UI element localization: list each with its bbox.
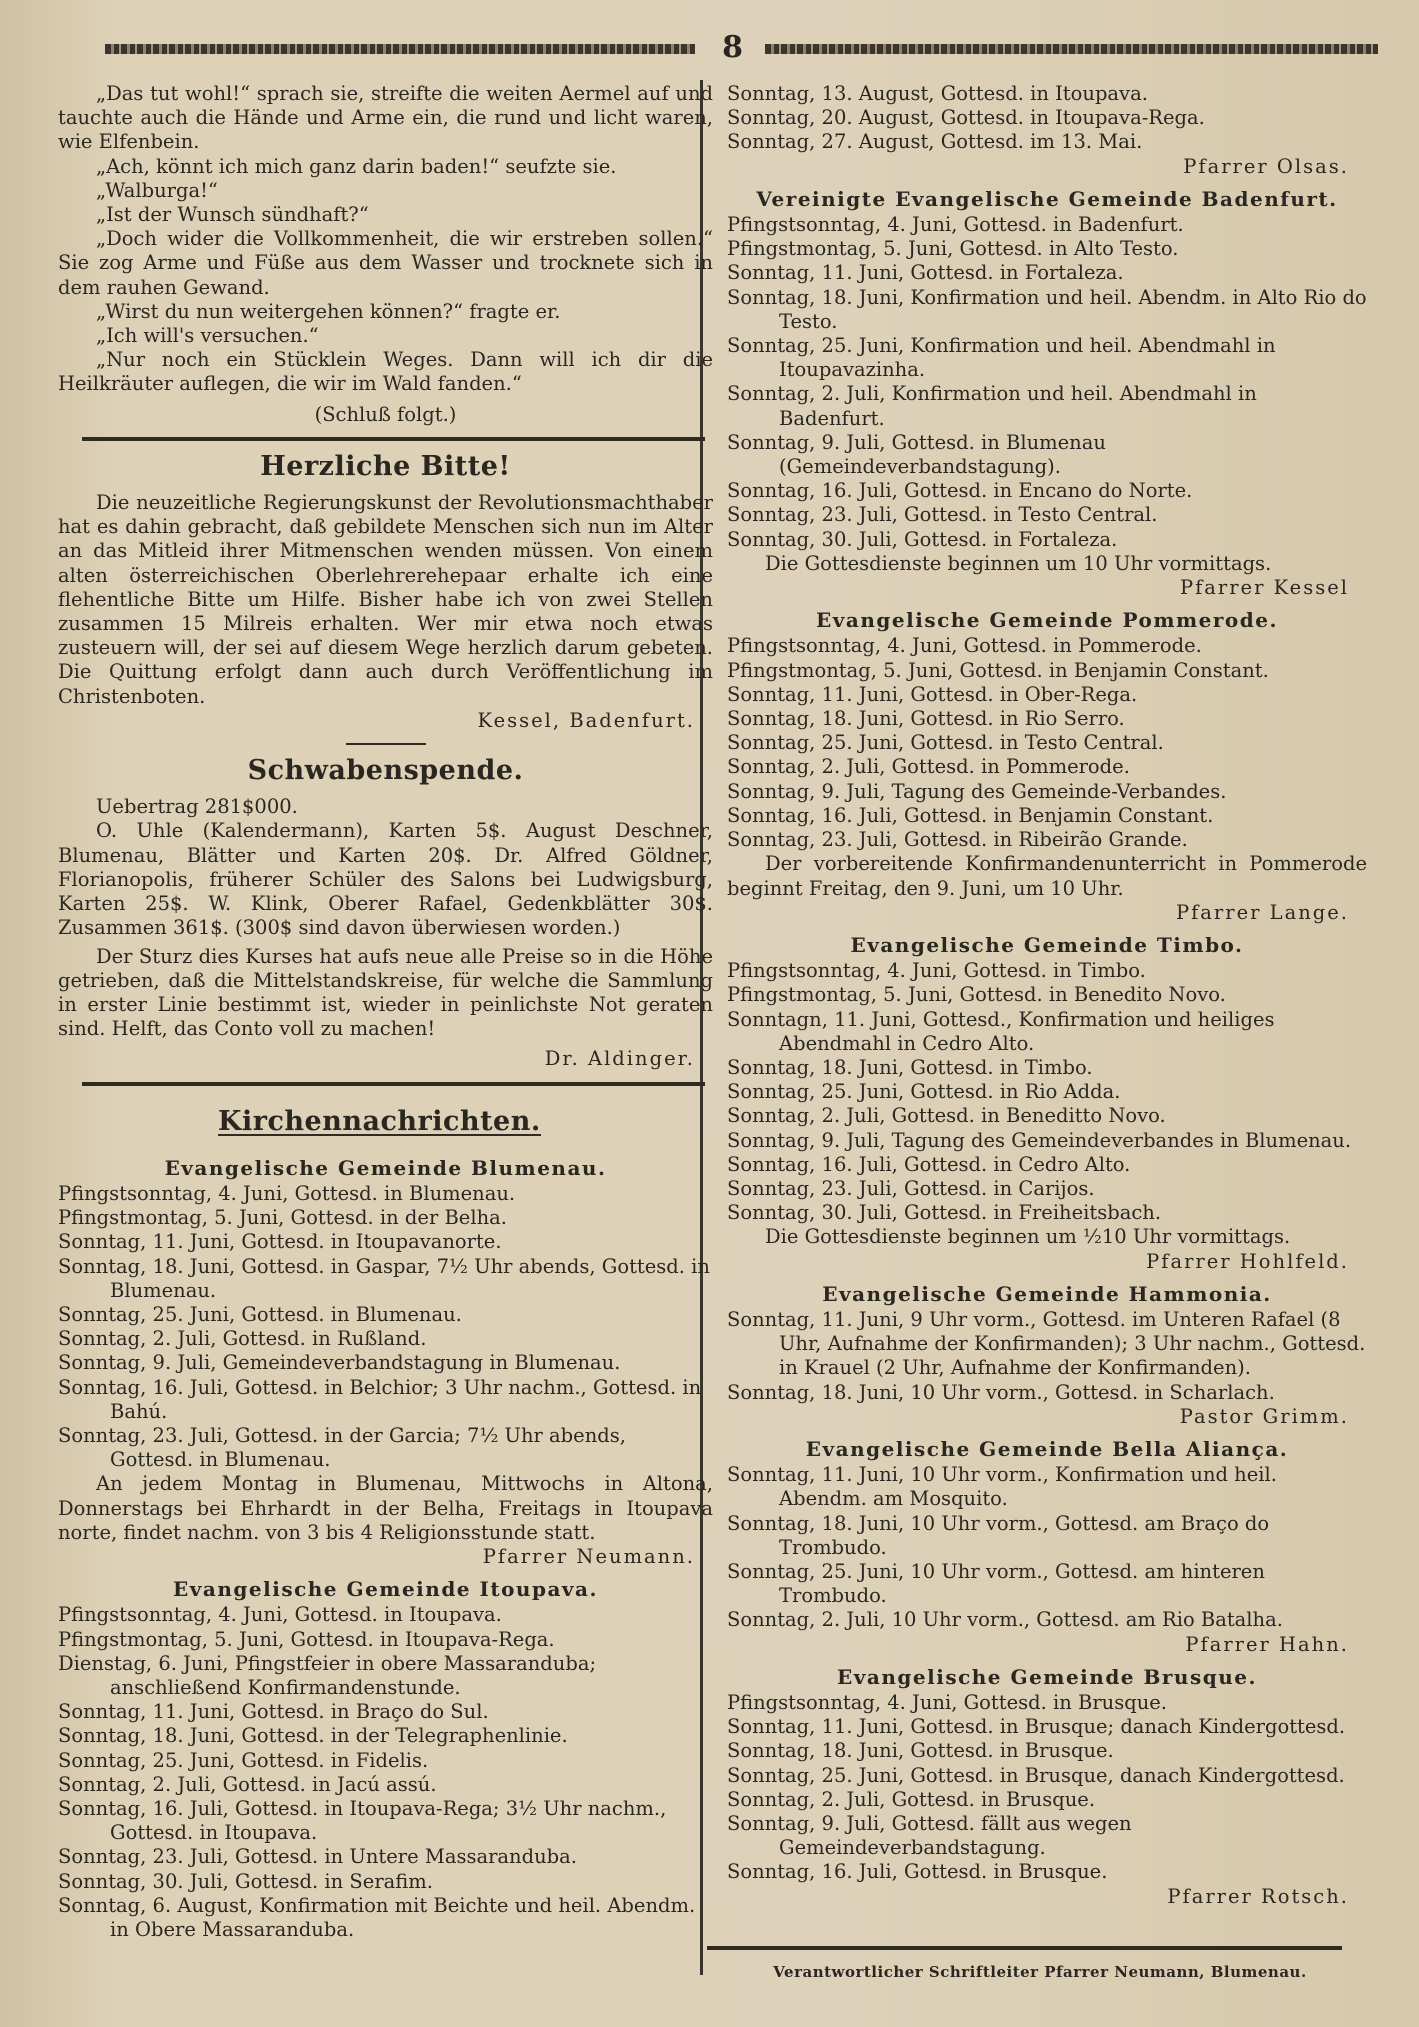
parish-note: Die Gottesdienste beginnen um 10 Uhr vormittags.	[765, 551, 1272, 575]
service-entry: Sonntag, 2. Juli, Gottesd. in Rußland.	[58, 1327, 427, 1351]
service-entry: Sonntag, 18. Juni, Konfirmation und heil. Abendm. in Alto Rio do Testo.	[727, 285, 1367, 333]
appeal-title: Herzliche Bitte!	[260, 450, 511, 482]
story-paragraph: „Ach, könnt ich mich ganz darin baden!“ seufzte sie.	[96, 154, 617, 178]
header-ornament-left	[105, 44, 695, 54]
story-paragraph: „Wirst du nun weitergehen können?“ fragte er.	[96, 299, 561, 323]
page-number: 8	[722, 30, 743, 65]
service-entry: Sonntag, 18. Juni, Gottesd. in Gaspar, 7½ Uhr abends, Gottesd. in Blumenau.	[58, 1254, 710, 1302]
story-paragraph: „Doch wider die Vollkommenheit, die wir erstreben sollen.“ Sie zog Arme und Füße aus dem Wasser und trocknete sich in dem rauhen Gewand.	[58, 227, 713, 299]
service-entry: Sonntag, 27. August, Gottesd. im 13. Mai.	[727, 130, 1143, 154]
footer-rule	[707, 1946, 1342, 1950]
service-entry: Sonntag, 30. Juli, Gottesd. in Serafim.	[58, 1869, 433, 1893]
service-entry: Sonntag, 23. Juli, Gottesd. in Carijos.	[727, 1176, 1095, 1200]
left-column	[58, 82, 713, 1942]
donation-article	[58, 755, 713, 1071]
service-entry: Sonntag, 9. Juli, Gottesd. in Blumenau (Gemeindeverbandstagung).	[727, 430, 1106, 479]
service-entry: Sonntag, 18. Juni, Gottesd. in Timbo.	[727, 1055, 1093, 1079]
story-continuation	[58, 82, 713, 427]
service-entry: Pfingstsonntag, 4. Juni, Gottesd. in Badenfurt.	[727, 213, 1184, 237]
parish-signature: Pfarrer Rotsch.	[1167, 1884, 1349, 1908]
service-entry: Sonntag, 18. Juni, 10 Uhr vorm., Gottesd. in Scharlach.	[727, 1380, 1275, 1404]
service-entry: Dienstag, 6. Juni, Pfingstfeier in obere Massaranduba; anschließend Konfirmandenstunde.	[58, 1651, 597, 1699]
parish-signature: Pfarrer Kessel	[1179, 576, 1349, 600]
service-entry: Pfingstmontag, 5. Juni, Gottesd. in Benedito Novo.	[727, 983, 1226, 1007]
service-entry: Sonntag, 16. Juli, Gottesd. in Encano do Norte.	[727, 479, 1193, 503]
service-entry: Sonntag, 16. Juli, Gottesd. in Itoupava-Rega; 3½ Uhr nachm., Gottesd. in Itoupava.	[58, 1797, 667, 1845]
service-entry: Sonntag, 11. Juni, Gottesd. in Fortaleza.	[727, 261, 1124, 285]
service-entry: Sonntag, 11. Juni, Gottesd. in Braço do Sul.	[58, 1700, 489, 1724]
service-entry: Sonntag, 25. Juni, Gottesd. in Fidelis.	[58, 1748, 429, 1772]
parish-title: Evangelische Gemeinde Pommerode.	[816, 608, 1278, 633]
service-entry: Sonntag, 18. Juni, Gottesd. in Rio Serro.	[727, 707, 1125, 731]
service-entry: Pfingstmontag, 5. Juni, Gottesd. in Alto Testo.	[727, 237, 1179, 261]
right-column	[727, 82, 1367, 1909]
to-be-continued: (Schluß folgt.)	[314, 402, 457, 426]
service-entry: Sonntag, 2. Juli, Gottesd. in Jacú assú.	[58, 1772, 437, 1796]
service-entry: Sonntag, 13. August, Gottesd. in Itoupava.	[727, 82, 1148, 105]
service-entry: Sonntag, 11. Juni, Gottesd. in Ober-Rega.	[727, 682, 1138, 706]
service-entry: Sonntag, 23. Juli, Gottesd. in der Garcia; 7½ Uhr abends, Gottesd. in Blumenau.	[58, 1423, 626, 1472]
service-entry: Sonntag, 9. Juli, Tagung des Gemeinde-Verbandes.	[727, 779, 1227, 803]
service-entry: Sonntag, 25. Juni, Gottesd. in Testo Central.	[727, 731, 1164, 755]
service-entry: Sonntag, 2. Juli, Gottesd. in Beneditto Novo.	[727, 1104, 1166, 1128]
service-entry: Sonntag, 2. Juli, Konfirmation und heil. Abendmahl in Badenfurt.	[727, 382, 1257, 430]
parish-title: Evangelische Gemeinde Timbo.	[850, 932, 1244, 957]
parish-title: Evangelische Gemeinde Hammonia.	[822, 1281, 1272, 1306]
parish-signature: Pfarrer Neumann.	[482, 1544, 695, 1568]
service-entry: Sonntag, 23. Juli, Gottesd. in Untere Massaranduba.	[58, 1845, 577, 1869]
donation-list: O. Uhle (Kalendermann), Karten 5$. August Deschner, Blumenau, Blätter und Karten 20$. Dr. Alfred Göldner, Florianopolis, früherer Schüler des Salons bei Ludwigsburg, Karten 25$. W. Klink, Oberer Rafael, Gedenkblätter 30$. Zusammen 361$. (300$ sind davon überwiesen worden.)	[58, 819, 713, 940]
service-entry: Sonntag, 23. Juli, Gottesd. in Ribeirão Grande.	[727, 828, 1188, 852]
parish-title: Evangelische Gemeinde Brusque.	[837, 1664, 1257, 1689]
service-entry: Sonntag, 16. Juli, Gottesd. in Benjamin Constant.	[727, 803, 1214, 827]
parish-title: Evangelische Gemeinde Bella Aliança.	[805, 1436, 1289, 1461]
service-entry: Sonntag, 6. August, Konfirmation mit Beichte und heil. Abendm. in Obere Massaranduba.	[58, 1893, 696, 1942]
appeal-signature: Kessel, Badenfurt.	[477, 708, 695, 732]
parish-note: Der vorbereitende Konfirmandenunterricht in Pommerode beginnt Freitag, den 9. Juni, um 10 Uhr.	[727, 852, 1367, 900]
service-entry: Sonntag, 9. Juli, Gottesd. fällt aus wegen Gemeindeverbandstagung.	[727, 1812, 1132, 1860]
section-rule	[82, 437, 705, 441]
service-entry: Pfingstmontag, 5. Juni, Gottesd. in Itoupava-Rega.	[58, 1627, 555, 1651]
parish-signature: Pfarrer Olsas.	[1183, 154, 1349, 178]
story-paragraph: „Nur noch ein Stücklein Weges. Dann will ich dir die Heilkräuter auflegen, die wir im Wald fanden.“	[58, 348, 713, 396]
service-entry: Sonntag, 9. Juli, Tagung des Gemeindeverbandes in Blumenau.	[727, 1128, 1352, 1152]
donation-appeal: Der Sturz dies Kurses hat aufs neue alle Preise so in die Höhe getrieben, daß die Mittelstandskreise, für welche die Sammlung in erster Linie bestimmt ist, wieder in peinlichste Not geraten sind. Helft, das Conto voll zu machen!	[58, 944, 713, 1041]
service-entry: Sonntag, 11. Juni, Gottesd. in Itoupavanorte.	[58, 1230, 502, 1254]
parish-signature: Pfarrer Lange.	[1175, 900, 1349, 924]
service-entry: Sonntag, 16. Juli, Gottesd. in Belchior; 3 Uhr nachm., Gottesd. in Bahú.	[58, 1375, 702, 1423]
service-entry: Sonntag, 25. Juni, Gottesd. in Rio Adda.	[727, 1080, 1121, 1104]
parish-title: Vereinigte Evangelische Gemeinde Badenfurt.	[756, 186, 1338, 211]
parish-title: Evangelische Gemeinde Itoupava.	[173, 1577, 598, 1602]
church-news	[58, 1096, 713, 1943]
service-entry: Sonntag, 11. Juni, 10 Uhr vorm., Konfirmation und heil. Abendm. am Mosquito.	[727, 1463, 1277, 1511]
parish-signature: Pastor Grimm.	[1179, 1404, 1349, 1428]
donation-signature: Dr. Aldinger.	[544, 1047, 695, 1071]
story-paragraph: „Walburga!“	[96, 178, 218, 202]
page-header	[105, 30, 1360, 65]
service-entry: Sonntag, 20. August, Gottesd. in Itoupava-Rega.	[727, 106, 1205, 130]
service-entry: Pfingstsonntag, 4. Juni, Gottesd. in Itoupava.	[58, 1603, 502, 1627]
service-entry: Sonntag, 23. Juli, Gottesd. in Testo Central.	[727, 503, 1158, 527]
service-entry: Sonntag, 2. Juli, Gottesd. in Pommerode.	[727, 755, 1130, 779]
service-entry: Sonntag, 2. Juli, 10 Uhr vorm., Gottesd. am Rio Batalha.	[727, 1608, 1283, 1632]
story-paragraph: „Ist der Wunsch sündhaft?“	[96, 203, 369, 227]
service-entry: Pfingstsonntag, 4. Juni, Gottesd. in Brusque.	[727, 1691, 1167, 1714]
service-entry: Sonntag, 11. Juni, 9 Uhr vorm., Gottesd. im Unteren Rafael (8 Uhr, Aufnahme der Konfirmanden); 3 Uhr nachm., Gottesd. in Krauel (2 Uhr, Aufnahme der Konfirmanden).	[727, 1307, 1366, 1380]
service-entry: Sonntag, 25. Juni, 10 Uhr vorm., Gottesd. am hinteren Trombudo.	[727, 1559, 1265, 1608]
service-entry: Sonntag, 18. Juni, 10 Uhr vorm., Gottesd. am Braço do Trombudo.	[727, 1511, 1270, 1559]
parish-signature: Pfarrer Hohlfeld.	[1146, 1249, 1349, 1273]
service-entry: Sonntagn, 11. Juni, Gottesd., Konfirmation und heiliges Abendmahl in Cedro Alto.	[727, 1007, 1275, 1055]
service-entry: Pfingstmontag, 5. Juni, Gottesd. in der Belha.	[58, 1206, 507, 1230]
donation-carryover: Uebertrag 281$000.	[96, 795, 298, 819]
story-paragraph: „Ich will's versuchen.“	[96, 324, 319, 348]
service-entry: Sonntag, 30. Juli, Gottesd. in Freiheitsbach.	[727, 1201, 1162, 1225]
parish-signature: Pfarrer Hahn.	[1185, 1632, 1349, 1656]
service-entry: Sonntag, 9. Juli, Gemeindeverbandstagung in Blumenau.	[58, 1351, 621, 1375]
service-entry: Sonntag, 30. Juli, Gottesd. in Fortaleza.	[727, 527, 1118, 551]
parish-note: An jedem Montag in Blumenau, Mittwochs in Altona, Donnerstags bei Ehrhardt in der Belha, Freitags in Itoupava norte, findet nachm. von 3 bis 4 Religionsstunde statt.	[58, 1472, 713, 1544]
parish-title: Evangelische Gemeinde Blumenau.	[164, 1155, 607, 1180]
appeal-article	[58, 450, 713, 745]
service-entry: Sonntag, 25. Juni, Konfirmation und heil. Abendmahl in Itoupavazinha.	[727, 334, 1276, 382]
service-entry: Sonntag, 18. Juni, Gottesd. in Brusque.	[727, 1739, 1114, 1763]
service-entry: Sonntag, 16. Juli, Gottesd. in Brusque.	[727, 1860, 1108, 1884]
story-paragraph: „Das tut wohl!“ sprach sie, streifte die weiten Aermel auf und tauchte auch die Hände und Arme ein, die rund und licht waren, wie Elfenbein.	[58, 82, 713, 154]
service-entry: Sonntag, 25. Juni, Gottesd. in Blumenau.	[58, 1302, 462, 1326]
service-entry: Sonntag, 16. Juli, Gottesd. in Cedro Alto.	[727, 1152, 1131, 1176]
service-entry: Pfingstsonntag, 4. Juni, Gottesd. in Pommerode.	[727, 634, 1202, 658]
church-news-title: Kirchennachrichten.	[218, 1105, 541, 1137]
service-entry: Sonntag, 18. Juni, Gottesd. in der Telegraphenlinie.	[58, 1724, 568, 1748]
service-entry: Sonntag, 2. Juli, Gottesd. in Brusque.	[727, 1787, 1096, 1811]
service-entry: Pfingstmontag, 5. Juni, Gottesd. in Benjamin Constant.	[727, 658, 1269, 682]
service-entry: Sonntag, 25. Juni, Gottesd. in Brusque, danach Kindergottesd.	[727, 1763, 1345, 1787]
parish-note: Die Gottesdienste beginnen um ½10 Uhr vormittags.	[765, 1225, 1291, 1249]
appeal-text: Die neuzeitliche Regierungskunst der Revolutionsmachthaber hat es dahin gebracht, daß gebildete Menschen sich nun im Alter an das Mitleid ihrer Mitmenschen wenden müssen. Von einem alten österreichischen Oberlehrerehepaar erhalte ich eine flehentliche Bitte um Hilfe. Bisher habe ich von zwei Stellen zusammen 15 Milreis erhalten. Wer mir etwa noch etwas zusteuern will, der sei auf diesem Wege herzlich darum gebeten. Die Quittung erfolgt dann auch durch Veröffentlichung im Christenboten.	[58, 491, 713, 708]
section-rule	[82, 1082, 705, 1086]
service-entry: Pfingstsonntag, 4. Juni, Gottesd. in Timbo.	[727, 959, 1146, 983]
service-entry: Sonntag, 11. Juni, Gottesd. in Brusque; danach Kindergottesd.	[727, 1715, 1346, 1739]
service-entry: Pfingstsonntag, 4. Juni, Gottesd. in Blumenau.	[58, 1181, 516, 1205]
editor-footer: Verantwortlicher Schriftleiter Pfarrer Neumann, Blumenau.	[773, 1963, 1307, 1981]
header-ornament-right	[765, 44, 1378, 54]
donation-title: Schwabenspende.	[247, 755, 524, 787]
short-rule	[346, 743, 426, 745]
